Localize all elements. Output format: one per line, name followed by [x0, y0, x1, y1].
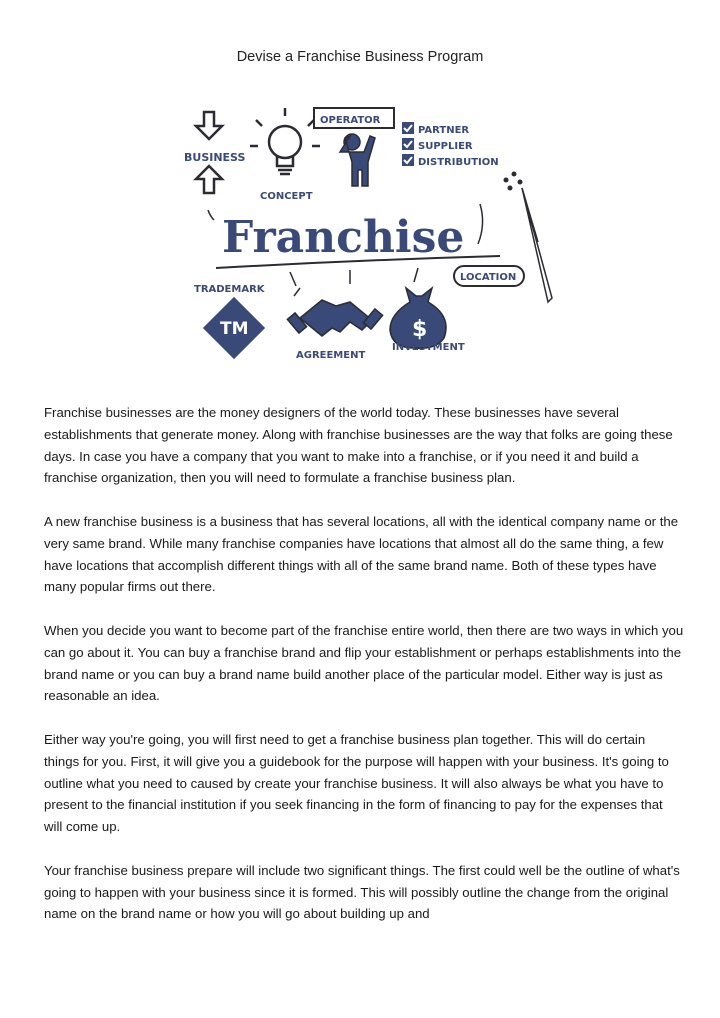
article-body — [44, 402, 684, 947]
checkbox-icon — [402, 138, 414, 150]
checklist — [402, 122, 499, 168]
money-bag-icon — [390, 288, 446, 348]
concept-label: CONCEPT — [260, 191, 313, 202]
paragraph: When you decide you want to become part of the franchise entire world, then there are two ways in which you can go about it. You can buy a franchise brand and flip your establishment or perhaps establishments into the brand name or you can buy a brand name build another place of the particular model. Either way is just as reasonable an idea. — [44, 622, 684, 704]
tm-text: TM — [220, 319, 249, 339]
arrow-down-icon — [196, 112, 222, 139]
paragraph: Either way you're going, you will first need to get a franchise business plan together. This will do certain things for you. First, it will give you a guidebook for the purpose will happen with your business. It's going to outline what you need to caused by create your franchise business. It will also always be what you have to present to the financial institution if you seek financing in the form of financing to pay for the expenses that will come up. — [44, 731, 669, 835]
investment-label: INVESTMENT — [392, 342, 465, 353]
agreement-label: AGREEMENT — [296, 350, 366, 361]
distribution-label: DISTRIBUTION — [418, 157, 499, 168]
paragraph: Your franchise business prepare will include two significant things. The first could well be the outline of what's going to happen with your business since it is formed. This will possibly outline the change from the original name on the brand name or how you will go about building up and — [44, 862, 680, 922]
partner-label: PARTNER — [418, 125, 470, 136]
business-label: BUSINESS — [184, 151, 246, 164]
dots-decoration — [504, 172, 523, 191]
location-label: LOCATION — [460, 272, 517, 283]
dollar-sign: $ — [412, 317, 428, 342]
checkbox-icon — [402, 154, 414, 166]
paragraph: Franchise businesses are the money designers of the world today. These businesses have several establishments that generate money. Along with franchise businesses are the way that folks are going these days. In case you have a company that you want to make into a franchise, or if you need it and build a franchise organization, then you will need to formulate a franchise business plan. — [44, 405, 673, 486]
pen-icon — [522, 188, 552, 302]
franchise-title: Franchise — [222, 212, 465, 263]
handshake-icon — [287, 300, 382, 336]
lightbulb-icon — [250, 108, 320, 174]
supplier-label: SUPPLIER — [418, 141, 473, 152]
franchise-concept-illustration — [180, 92, 560, 382]
paragraph: A new franchise business is a business that has several locations, all with the identical company name or the very same brand. While many franchise companies have locations that almost all do the same thing, a few have locations that accomplish different things with all of the same brand name. Both of these types have many popular firms out there. — [44, 513, 679, 595]
arrow-up-icon — [196, 166, 222, 193]
trademark-label: TRADEMARK — [194, 284, 265, 295]
person-icon — [340, 134, 375, 186]
checkbox-icon — [402, 122, 414, 134]
trademark-badge — [203, 297, 265, 359]
page-title: Devise a Franchise Business Program — [236, 49, 484, 65]
operator-label: OPERATOR — [320, 115, 381, 126]
